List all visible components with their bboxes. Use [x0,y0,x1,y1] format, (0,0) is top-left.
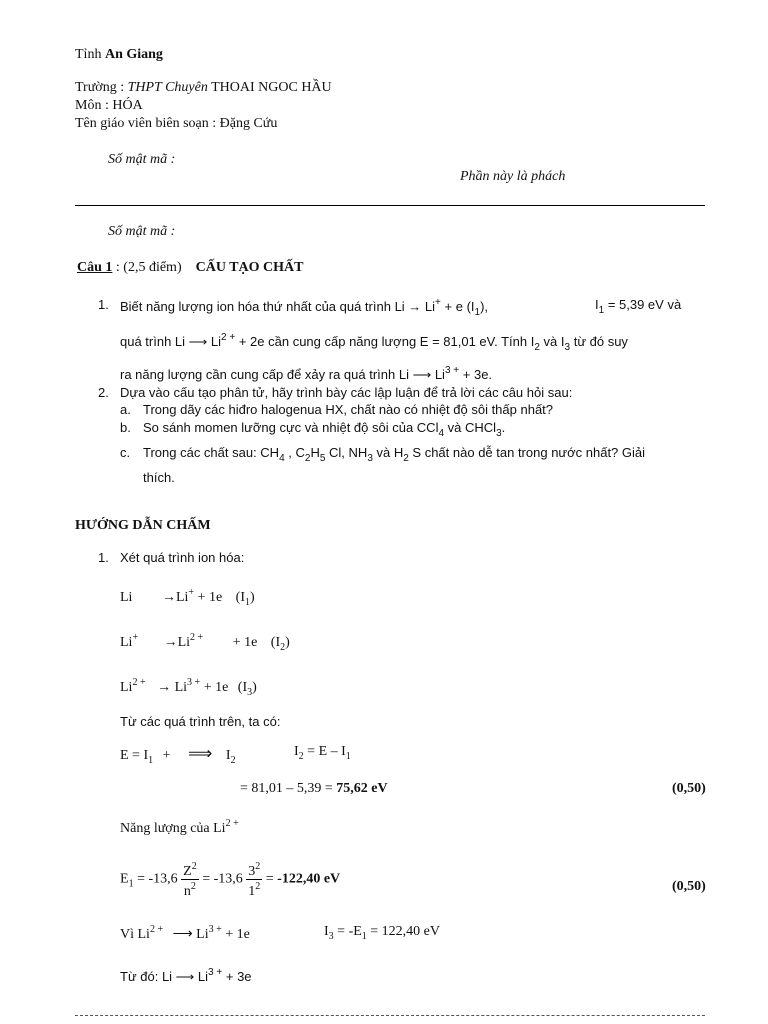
energy-equation: $E_1 = -13,6$ $\frac{Z^2}{n^2}$ = -13,6 $\frac{3^2}{1^2}$ = -122,40 eV [120,861,341,899]
energy-label: Năng lượng của $Li^{2 +}$ [120,818,239,836]
item2-b: So sánh momen lưỡng cực và nhiệt độ sôi của CCl$_4$ và CHCl$_3$. [143,420,506,439]
score-1: (0,50) [672,781,706,796]
guide-title: HƯỚNG DẪN CHẤM [75,518,211,533]
question-heading: Câu 1 : (2,5 điểm) CẤU TẠO CHẤT [77,260,304,275]
teacher-line: Tên giáo viên biên soạn : Đặng Cứu [75,116,278,131]
phach-label: Phần này là phách [460,169,566,184]
fraction-32-12: $\frac{3^2}{1^2}$ [248,861,261,899]
item2-text: Dựa vào cấu tạo phân tử, hãy trình bày các lập luận để trả lời các câu hỏi sau: [120,385,573,400]
secret-code-2: Số mật mã : [108,224,176,239]
subject-line: Môn : HÓA [75,98,143,113]
school-line: Trường : THPT Chuyên THOAI NGOC HẦU [75,80,332,95]
item1-i1-value: $I_1 = 5,39$ eV và [595,297,682,316]
page-break-line [75,1015,705,1016]
guide-from: Từ các quá trình trên, ta có: [120,714,281,729]
i3-line: $I_3 = -E_1 = 122,40$ eV [324,924,441,942]
cut-line [75,205,705,206]
secret-code-1: Số mật mã : [108,152,176,167]
item2-c-cont: thích. [143,470,175,485]
province: An Giang [104,47,163,62]
equation-2: = 81,01 – 5,39 = 75,62 eV [240,781,388,796]
item1-line3: ra năng lượng cần cung cấp để xảy ra quá trình Li ⟶ $Li^{3 +} + 3e$. [120,365,493,382]
equation-1-left: $E = I_1$ + ⟹ $I_2$ [120,744,236,766]
fraction-z2-n2: $\frac{Z^2}{n^2}$ [183,861,197,899]
province-line: Tỉnh An Giang [75,47,163,62]
vi-line: Vì $Li^{2 +}$ ⟶ $Li^{3 +} + 1e$ [120,924,250,942]
equation-1-right: $I_2 = E - I_1$ [294,744,351,762]
item2-a: Trong dãy các hiđro halogenua HX, chất nào có nhiệt độ sôi thấp nhất? [143,402,554,417]
reaction-3: $Li^{2 +} \to Li^{3 +} + 1e$ $(I_3)$ [120,677,257,698]
item2-c: Trong các chất sau: $CH_4$ , $C_2H_5$ Cl, $NH_3$ và $H_2$ S chất nào dễ tan trong nước nhất? Giải [143,445,646,464]
final-line: Từ đó: Li ⟶ $Li^{3 +} + 3e$ [120,967,252,984]
reaction-2: $Li^+ \to Li^{2 +} + 1e$ $(I_2)$ [120,632,290,653]
item1-line1: Biết năng lượng ion hóa thứ nhất của quá trình Li → Li+ + e $(I_1)$, [120,297,489,318]
reaction-1: Li →Li+ + 1e $(I_1)$ [120,587,255,608]
item1-line2: quá trình Li ⟶ $Li^{2 +} + 2e$ cần cung cấp năng lượng E = 81,01 eV. Tính $I_2$ và $I_3$ từ đó suy [120,332,628,353]
score-2: (0,50) [672,879,706,894]
guide-s1: Xét quá trình ion hóa: [120,550,245,565]
